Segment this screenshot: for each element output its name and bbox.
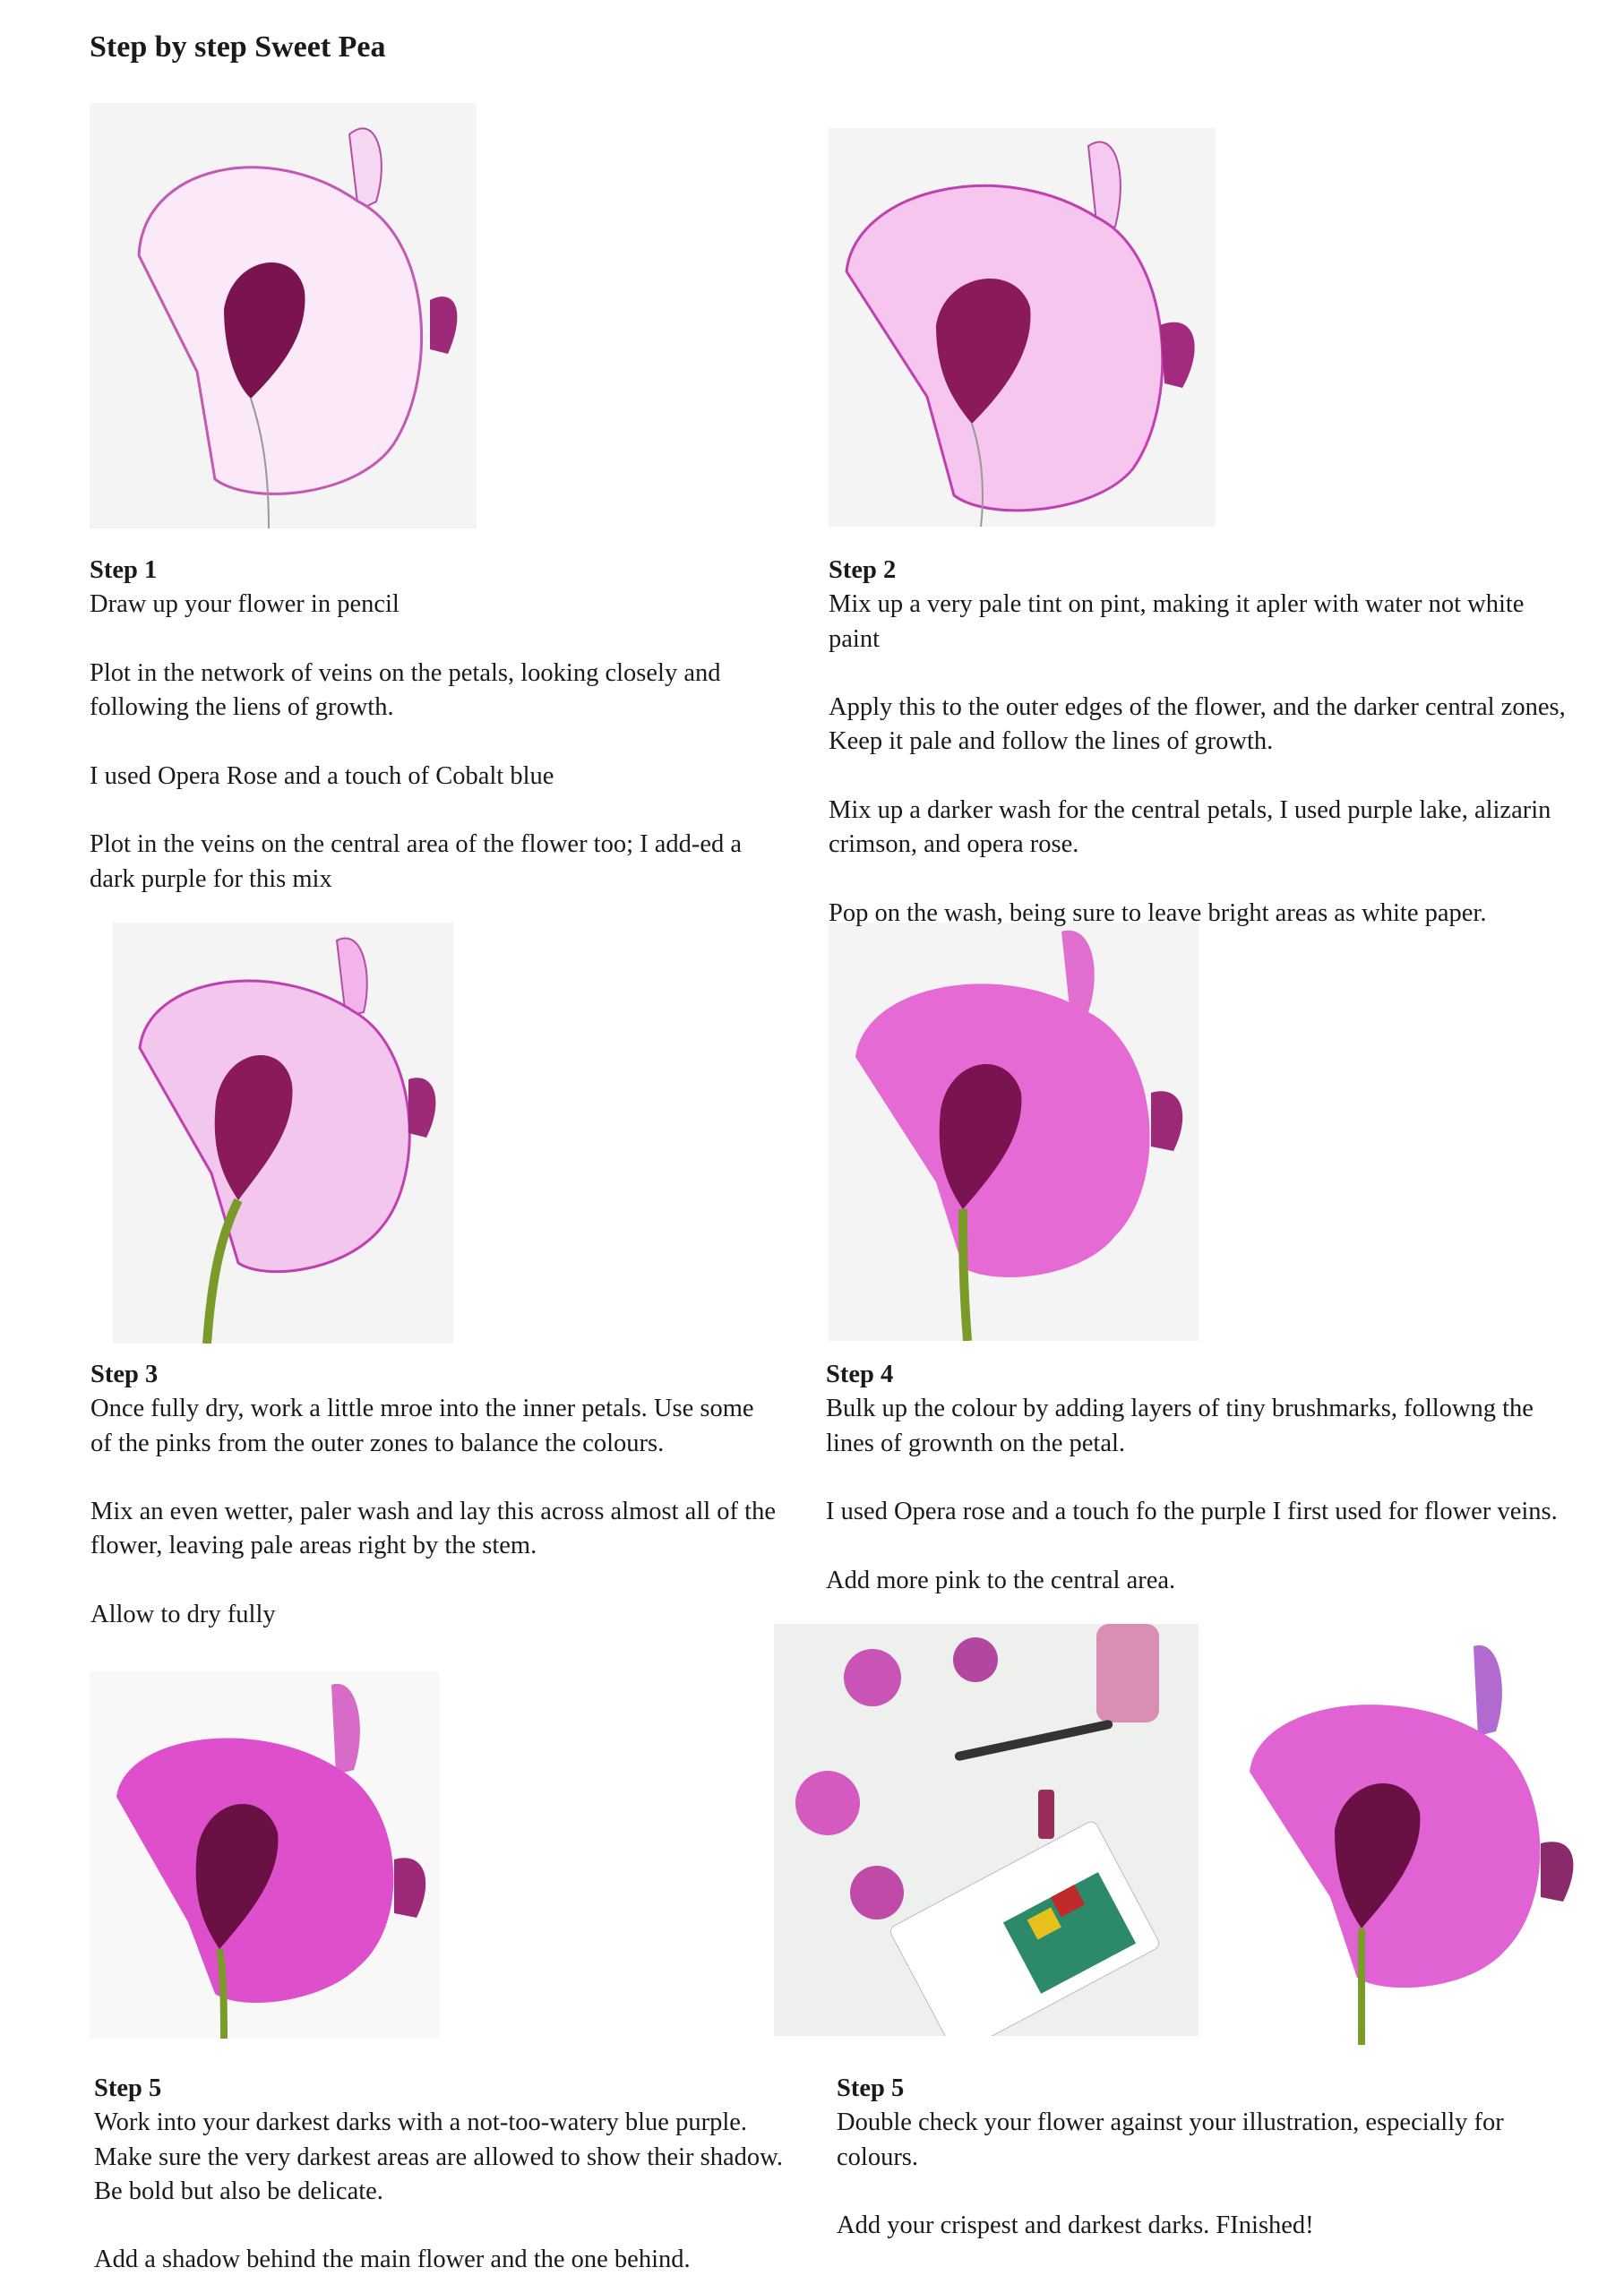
step-heading: Step 5 (837, 2074, 905, 2102)
instruction-text: Draw up your flower in pencil (90, 590, 400, 619)
instruction-text: I used Opera rose and a touch fo the purple I first used for flower veins. (826, 1498, 1558, 1526)
instruction-text: I used Opera Rose and a touch of Cobalt blue (90, 761, 554, 790)
instruction-text: Apply this to the outer edges of the flower, and the darker central zones, Keep it pale and follow the lines of growth. (829, 693, 1566, 756)
step-heading: Step 3 (90, 1361, 159, 1388)
step-2-text (829, 554, 1581, 931)
step-heading: Step 2 (829, 556, 897, 584)
step-2-image (829, 128, 1216, 527)
step-1-image (90, 103, 477, 528)
step-3-text (90, 1358, 780, 1632)
finished-flower-image (1227, 1637, 1585, 2045)
step-heading: Step 5 (94, 2074, 162, 2102)
instruction-text: Plot in the network of veins on the petals, looking closely and following the liens of growth. (90, 658, 721, 722)
step-3-image (113, 923, 453, 1344)
step-heading: Step 1 (90, 556, 158, 584)
instruction-text: Allow to dry fully (90, 1601, 276, 1629)
step-1-text (90, 554, 779, 897)
instruction-text: Add your crispest and darkest darks. FInished! (837, 2211, 1314, 2240)
instruction-text: Add more pink to the central area. (826, 1566, 1176, 1594)
instruction-text: Pop on the wash, being sure to leave bright areas as white paper. (829, 898, 1487, 927)
instruction-text: Once fully dry, work a little mroe into the inner petals. Use some of the pinks from the outer zones to balance the colours. (90, 1395, 754, 1457)
instruction-text: Work into your darkest darks with a not-too-watery blue purple. Make sure the very darkest areas are allowed to show their shadow. Be bold but also be delicate. (94, 2108, 783, 2205)
step-5-image (90, 1671, 439, 2039)
step-5-text (94, 2072, 784, 2278)
materials-photo (774, 1624, 1199, 2036)
instruction-text: Plot in the veins on the central area of the flower too; I add-ed a dark purple for this mix (90, 830, 743, 893)
instruction-text: Mix up a darker wash for the central petals, I used purple lake, alizarin crimson, and opera rose. (829, 796, 1551, 859)
step-heading: Step 4 (826, 1361, 894, 1388)
step-6-text (837, 2072, 1589, 2243)
instruction-text: Bulk up the colour by adding layers of tiny brushmarks, followng the lines of grownth on the petal. (826, 1395, 1534, 1457)
instruction-text: Mix up a very pale tint on pint, making it apler with water not white paint (829, 590, 1525, 653)
step-4-image (829, 923, 1199, 1341)
instruction-text: Double check your flower against your illustration, especially for colours. (837, 2108, 1504, 2171)
page-title: Step by step Sweet Pea (90, 30, 386, 64)
instruction-text: Mix an even wetter, paler wash and lay this across almost all of the flower, leaving pale areas right by the stem. (90, 1498, 776, 1560)
step-4-text (826, 1358, 1578, 1598)
instruction-text: Add a shadow behind the main flower and the one behind. (94, 2246, 691, 2274)
